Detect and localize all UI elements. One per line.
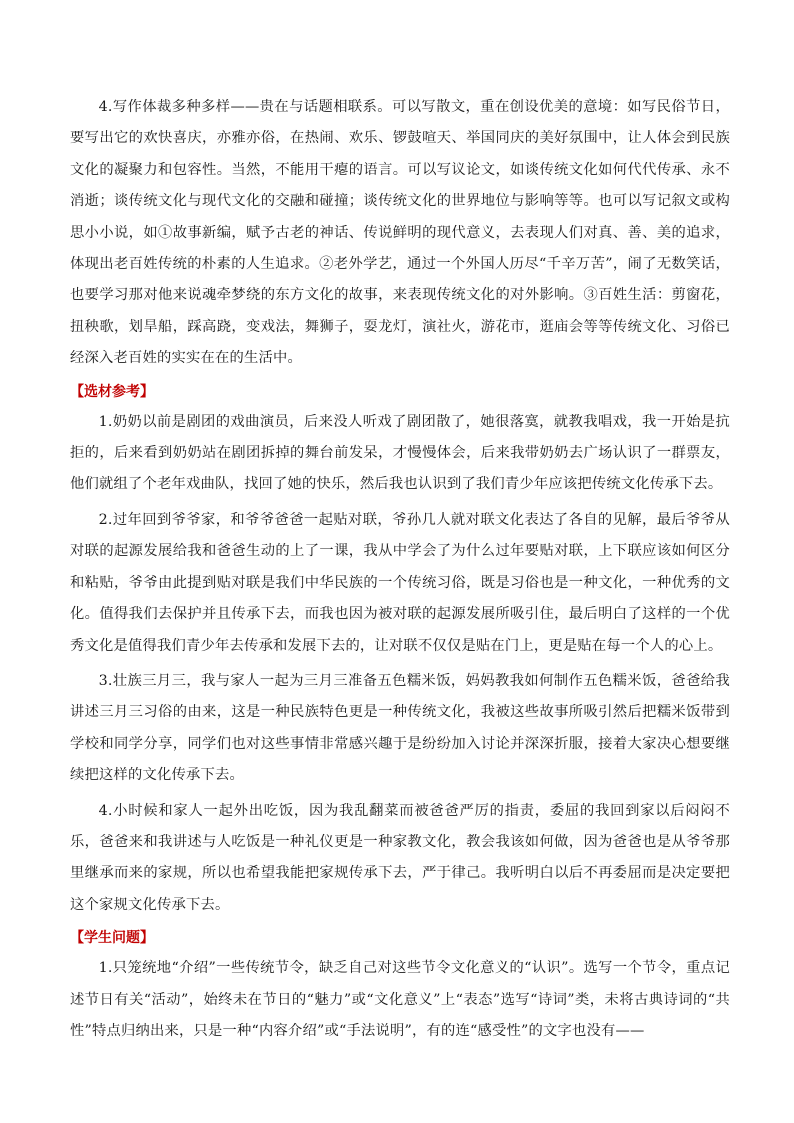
material-item-3: 3.壮族三月三，我与家人一起为三月三准备五色糯米饭，妈妈教我如何制作五色糯米饭，爸爸给我讲述三月三习俗的由来，这是一种民族特色更是一种传统文化，我被这些故事所吸引然后把糯米饭带到学校和同学分享，同学们也对这些事情非常感兴趣于是纷纷加入讨论并深深折服，接着大家决心想要继续把这样的文化传承下去。 <box>70 672 730 784</box>
material-item-4: 4.小时候和家人一起外出吃饭，因为我乱翻菜而被爸爸严厉的指责，委屈的我回到家以后闷闷不乐，爸爸来和我讲述与人吃饭是一种礼仪更是一种家教文化，教会我该如何做，因为爸爸也是从爷爷那里继承而来的家规，所以也希望我能把家规传承下去，严于律己。我听明白以后不再委屈而是决定要把这个家规文化传承下去。 <box>70 802 730 913</box>
problem-item-1: 1.只笼统地“介绍”一些传统节令，缺乏自己对这些节令文化意义的“认识”。选写一个节令，重点记述节日有关“活动”，始终未在节日的“魅力”或“文化意义”上“表态”选写“诗词”类，未将古典诗词的“共性”特点归纳出来，只是一种“内容介绍”或“手法说明”，有的连“感受性”的文字也没有—— <box>70 960 730 1039</box>
material-item-2: 2.过年回到爷爷家，和爷爷爸爸一起贴对联，爷孙几人就对联文化表达了各自的见解，最后爷爷从对联的起源发展给我和爸爸生动的上了一课，我从中学会了为什么过年要贴对联，上下联应该如何区分和粘贴，爷爷由此提到贴对联是我们中华民族的一个传统习俗，既是习俗也是一种文化，一种优秀的文化。值得我们去保护并且传承下去，而我也因为被对联的起源发展所吸引住，最后明白了这样的一个优秀文化是值得我们青少年去传承和发展下去的，让对联不仅仅是贴在门上，更是贴在每一个人的心上。 <box>70 511 730 654</box>
section-heading-material-reference: 【选材参考】 <box>70 383 154 400</box>
document-body <box>70 92 730 1051</box>
paragraph-writing-genres: 4.写作体裁多种多样——贵在与话题相联系。可以写散文，重在创设优美的意境：如写民俗节日，要写出它的欢快喜庆，亦雅亦俗，在热闹、欢乐、锣鼓喧天、举国同庆的美好氛围中，让人体会到民族文化的凝聚力和包容性。当然，不能用干瘪的语言。可以写议论文，如谈传统文化如何代代传承、永不消逝；谈传统文化与现代文化的交融和碰撞；谈传统文化的世界地位与影响等等。也可以写记叙文或构思小小说，如①故事新编，赋予古老的神话、传说鲜明的现代意义，去表现人们对真、善、美的追求，体现出老百姓传统的朴素的人生追求。②老外学艺，通过一个外国人历尽“千辛万苦”，闹了无数笑话，也要学习那对他来说魂牵梦绕的东方文化的故事，来表现传统文化的对外影响。③百姓生活：剪窗花，扭秧歌，划旱船，踩高跷，变戏法，舞狮子，耍龙灯，演社火，游花市，逛庙会等等传统文化、习俗已经深入老百姓的实实在在的生活中。 <box>70 99 730 367</box>
material-item-1: 1.奶奶以前是剧团的戏曲演员，后来没人听戏了剧团散了，她很落寞，就教我唱戏，我一开始是抗拒的，后来看到奶奶站在剧团拆掉的舞台前发呆，才慢慢体会，后来我带奶奶去广场认识了一群票友，他们就组了个老年戏曲队，找回了她的快乐，然后我也认识到了我们青少年应该把传统文化传承下去。 <box>70 413 730 493</box>
section-heading-student-problems: 【学生问题】 <box>70 930 154 947</box>
